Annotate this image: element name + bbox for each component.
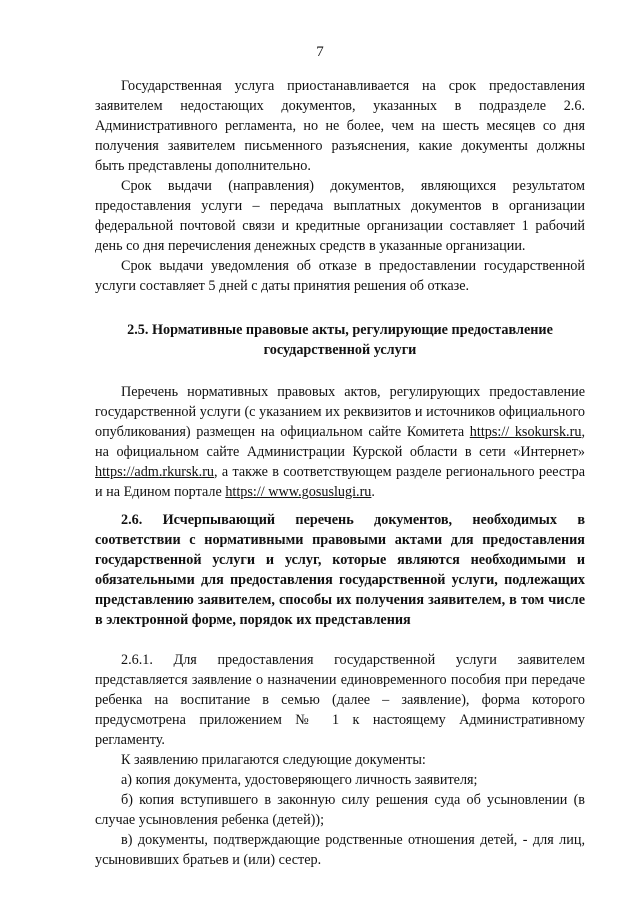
section-2-6 xyxy=(95,510,585,870)
page-number: 7 xyxy=(316,44,324,60)
heading-2-6: 2.6. Исчерпывающий перечень документов, необходимых в соответствии с нормативными правовыми актами для предоставления государственной услуги и услуг, которые являются необходимыми и обязательными для предоставления государственной услуги, подлежащих представлению заявителем, способы их получения заявителем, в том числе в электронной форме, порядок их представления xyxy=(95,512,585,628)
paragraph-2-6-1: 2.6.1. Для предоставления государственной услуги заявителем представляется заявление о назначении единовременного пособия при передаче ребенка на воспитание в семью (далее – заявление), форма которого предусмотрена приложением № 1 к настоящему Административному регламенту. xyxy=(95,652,585,748)
paragraph-refusal-term: Срок выдачи уведомления об отказе в предоставлении государственной услуги составляет 5 дней с даты принятия решения об отказе. xyxy=(95,258,585,294)
paragraph-suspension: Государственная услуга приостанавливается на срок предоставления заявителем недостающих документов, указанных в подразделе 2.6. Административного регламента, но не более, чем на шесть месяцев со дня получения заявителем письменного разъяснения, какие документы должны быть представлены дополнительно. xyxy=(95,78,585,174)
section-2-5 xyxy=(95,320,585,502)
paragraph-attachments: К заявлению прилагаются следующие документы: xyxy=(121,752,426,768)
paragraph-legal-acts: Перечень нормативных правовых актов, регулирующих предоставление государственной услуги (с указанием их реквизитов и источников официального опубликования) размещен на официальном сайте Комитета https:// ksokursk.ru, на официальном сайте Администрации Курской области в сети «Интернет» https://adm.rkursk.ru, а также в соответствующем разделе регионального реестра и на Едином портале https:// www.gosuslugi.ru. xyxy=(95,384,585,500)
list-item-a: а) копия документа, удостоверяющего личность заявителя; xyxy=(121,772,478,788)
list-item-c: в) документы, подтверждающие родственные отношения детей, - для лиц, усыновивших братьев и (или) сестер. xyxy=(95,832,585,868)
section-2-4-tail xyxy=(95,76,585,296)
paragraph-issue-term: Срок выдачи (направления) документов, являющихся результатом предоставления услуги – передача выплатных документов в организации федеральной почтовой связи и кредитные организации составляет 1 рабочий день со дня перечисления денежных средств в указанные организации. xyxy=(95,178,585,254)
list-item-b: б) копия вступившего в законную силу решения суда об усыновлении (в случае усыновления ребенка (детей)); xyxy=(95,792,585,828)
link-ksokursk[interactable]: https:// ksokursk.ru xyxy=(469,424,582,440)
link-gosuslugi[interactable]: https:// www.gosuslugi.ru xyxy=(225,484,372,500)
heading-2-5: 2.5. Нормативные правовые акты, регулирующие предоставление государственной услуги xyxy=(127,322,553,358)
link-adm-rkursk[interactable]: https://adm.rkursk.ru xyxy=(95,464,215,480)
